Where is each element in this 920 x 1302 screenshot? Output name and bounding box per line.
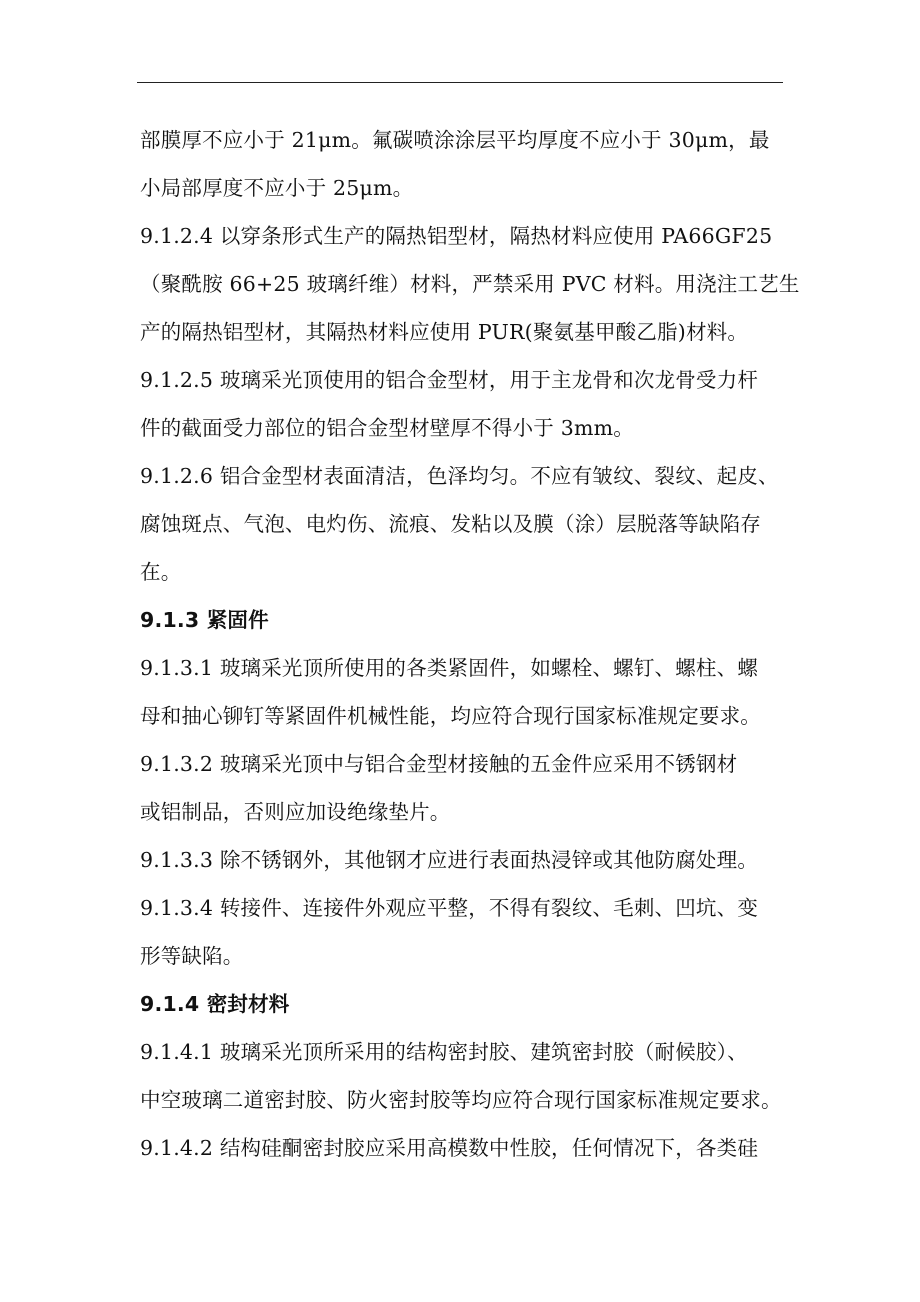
text-line: 小局部厚度不应小于 25μm。 — [140, 176, 414, 200]
header-rule — [137, 82, 783, 83]
text-line: （聚酰胺 66+25 玻璃纤维）材料，严禁采用 PVC 材料。用浇注工艺生 — [140, 272, 800, 296]
text-line: 9.1.3.4 转接件、连接件外观应平整，不得有裂纹、毛刺、凹坑、变 — [140, 896, 759, 920]
section-heading-sealing-materials: 9.1.4 密封材料 — [140, 992, 290, 1016]
text-line: 9.1.4.2 结构硅酮密封胶应采用高模数中性胶，任何情况下，各类硅 — [140, 1136, 759, 1160]
text-line: 9.1.3.1 玻璃采光顶所使用的各类紧固件，如螺栓、螺钉、螺柱、螺 — [140, 656, 759, 680]
document-body — [140, 116, 800, 1172]
text-line: 9.1.3.3 除不锈钢外，其他钢才应进行表面热浸锌或其他防腐处理。 — [140, 848, 759, 872]
text-line: 腐蚀斑点、气泡、电灼伤、流痕、发粘以及膜（涂）层脱落等缺陷存 — [140, 512, 761, 536]
text-line: 件的截面受力部位的铝合金型材壁厚不得小于 3mm。 — [140, 416, 634, 440]
text-line: 中空玻璃二道密封胶、防火密封胶等均应符合现行国家标准规定要求。 — [140, 1088, 782, 1112]
text-line: 9.1.3.2 玻璃采光顶中与铝合金型材接触的五金件应采用不锈钢材 — [140, 752, 738, 776]
text-line: 形等缺陷。 — [140, 944, 244, 968]
text-line: 9.1.2.5 玻璃采光顶使用的铝合金型材，用于主龙骨和次龙骨受力杆 — [140, 368, 759, 392]
text-line: 或铝制品，否则应加设绝缘垫片。 — [140, 800, 451, 824]
text-line: 产的隔热铝型材，其隔热材料应使用 PUR(聚氨基甲酸乙脂)材料。 — [140, 320, 749, 344]
text-line: 在。 — [140, 560, 182, 584]
section-heading-fasteners: 9.1.3 紧固件 — [140, 608, 269, 632]
text-line: 9.1.4.1 玻璃采光顶所采用的结构密封胶、建筑密封胶（耐候胶）、 — [140, 1040, 748, 1064]
text-line: 9.1.2.4 以穿条形式生产的隔热铝型材，隔热材料应使用 PA66GF25 — [140, 224, 773, 248]
text-line: 9.1.2.6 铝合金型材表面清洁，色泽均匀。不应有皱纹、裂纹、起皮、 — [140, 464, 779, 488]
text-line: 母和抽心铆钉等紧固件机械性能，均应符合现行国家标准规定要求。 — [140, 704, 761, 728]
text-line: 部膜厚不应小于 21μm。氟碳喷涂涂层平均厚度不应小于 30μm，最 — [140, 128, 770, 152]
